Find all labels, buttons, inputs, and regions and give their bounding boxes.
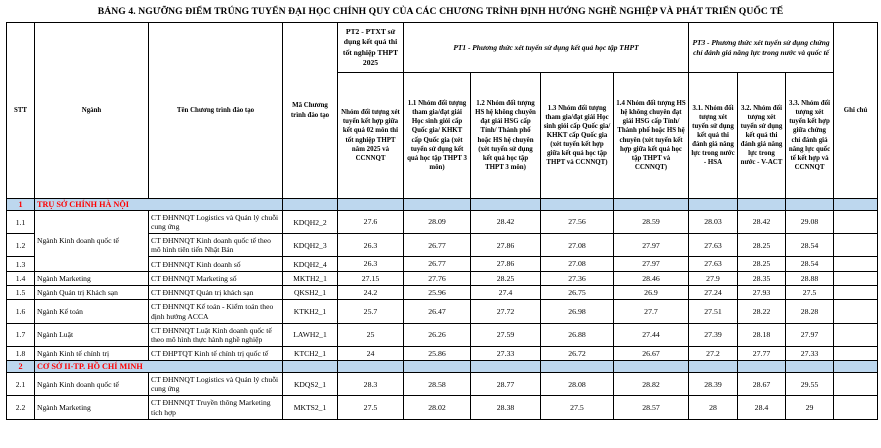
section-empty-cell xyxy=(738,361,786,373)
section-row xyxy=(7,361,878,373)
cell-score: 26.9 xyxy=(614,286,689,300)
cell-score: 28.25 xyxy=(471,271,541,285)
cell-note xyxy=(834,286,878,300)
cell-score: 28.82 xyxy=(614,373,689,396)
cell-score: 27.6 xyxy=(338,211,404,234)
section-number: 1 xyxy=(7,199,35,211)
cell-score: 25.96 xyxy=(404,286,471,300)
cell-program-name: CT ĐHNNQT Logistics và Quản lý chuỗi cung ứng xyxy=(149,373,283,396)
cell-score: 27.9 xyxy=(689,271,738,285)
cell-score: 28.02 xyxy=(404,396,471,419)
data-row xyxy=(7,346,878,360)
sub-header-pt3-3: 3.3. Nhóm đối tượng xét tuyển kết hợp giữa chứng chỉ đánh giá năng lực quốc tế kết hợp và CCNNQT xyxy=(786,73,834,199)
header-row-groups xyxy=(7,23,878,73)
cell-score: 27.08 xyxy=(541,257,614,271)
cell-score: 28 xyxy=(689,396,738,419)
cell-note xyxy=(834,346,878,360)
section-empty-cell xyxy=(404,361,471,373)
table-title: BẢNG 4. NGƯỠNG ĐIỂM TRÚNG TUYỂN ĐẠI HỌC CHÍNH QUY CỦA CÁC CHƯƠNG TRÌNH ĐỊNH HƯỚNG NGHỀ NGHIỆP VÀ PHÁT TRIỂN QUỐC TẾ xyxy=(97,6,784,17)
cell-score: 28.03 xyxy=(689,211,738,234)
section-empty-cell xyxy=(834,361,878,373)
cell-score: 28.42 xyxy=(738,211,786,234)
cell-stt: 1.8 xyxy=(7,346,35,360)
cell-score: 28.46 xyxy=(614,271,689,285)
cell-program-name: CT ĐHPTQT Kinh tế chính trị quốc tế xyxy=(149,346,283,360)
cell-score: 26.26 xyxy=(404,323,471,346)
cell-nganh: Ngành Marketing xyxy=(35,396,149,419)
sub-header-pt1-4: 1.4 Nhóm đối tượng HS hệ không chuyên đạt giải HSG cấp Tỉnh/ Thành phố hoặc HS hệ chuyên (xét tuyển kết hợp giữa kết quả học tập THPT và CCNNQT) xyxy=(614,73,689,199)
sub-header-pt3-2: 3.2. Nhóm đối tượng xét tuyển sử dụng kết quả thi đánh giá năng lực trong nước - V-ACT xyxy=(738,73,786,199)
cell-score: 29.08 xyxy=(786,211,834,234)
cell-score: 27.63 xyxy=(689,257,738,271)
cell-score: 28.35 xyxy=(738,271,786,285)
cell-score: 27.77 xyxy=(738,346,786,360)
cell-score: 27.7 xyxy=(614,300,689,323)
cell-program-name: CT ĐHNNQT Kinh doanh số xyxy=(149,257,283,271)
cell-score: 27.33 xyxy=(471,346,541,360)
cell-nganh: Ngành Marketing xyxy=(35,271,149,285)
section-empty-cell xyxy=(614,361,689,373)
data-row xyxy=(7,286,878,300)
col-header-note: Ghi chú xyxy=(834,23,878,199)
sub-header-pt1-1: 1.1 Nhóm đối tượng tham gia/đạt giải Học sinh giỏi cấp Quốc gia/ KHKT cấp Quốc gia (xét tuyển sử dụng kết quả học tập THPT 3 môn) xyxy=(404,73,471,199)
cell-score: 28.25 xyxy=(738,257,786,271)
cell-score: 27.63 xyxy=(689,234,738,257)
cell-score: 27.08 xyxy=(541,234,614,257)
cell-score: 27.2 xyxy=(689,346,738,360)
cell-nganh: Ngành Kinh tế chính trị xyxy=(35,346,149,360)
cell-score: 24 xyxy=(338,346,404,360)
cell-score: 26.72 xyxy=(541,346,614,360)
cell-score: 28.28 xyxy=(786,300,834,323)
cell-stt: 1.7 xyxy=(7,323,35,346)
cell-score: 27.93 xyxy=(738,286,786,300)
section-row xyxy=(7,199,878,211)
cell-note xyxy=(834,271,878,285)
section-empty-cell xyxy=(614,199,689,211)
cell-score: 28.22 xyxy=(738,300,786,323)
cell-score: 27.72 xyxy=(471,300,541,323)
cell-stt: 2.2 xyxy=(7,396,35,419)
cell-stt: 1.2 xyxy=(7,234,35,257)
cell-score: 28.09 xyxy=(404,211,471,234)
cell-score: 28.54 xyxy=(786,257,834,271)
cell-nganh: Ngành Kế toán xyxy=(35,300,149,323)
cell-score: 27.15 xyxy=(338,271,404,285)
section-empty-cell xyxy=(283,361,338,373)
cell-score: 27.33 xyxy=(786,346,834,360)
sub-header-pt3-1: 3.1. Nhóm đối tượng xét tuyển sử dụng kết quả thi đánh giá năng lực trong nước - HSA xyxy=(689,73,738,199)
cell-score: 26.75 xyxy=(541,286,614,300)
cell-score: 27.51 xyxy=(689,300,738,323)
cell-note xyxy=(834,234,878,257)
cell-score: 26.3 xyxy=(338,234,404,257)
cell-program-code: KTKH2_1 xyxy=(283,300,338,323)
cell-nganh: Ngành Kinh doanh quốc tế xyxy=(35,373,149,396)
data-row xyxy=(7,211,878,234)
cell-score: 26.47 xyxy=(404,300,471,323)
group-header-pt3: PT3 - Phương thức xét tuyển sử dụng chứng chỉ đánh giá năng lực trong nước và quốc tế xyxy=(689,23,834,73)
sub-header-pt1-3: 1.3 Nhóm đối tượng tham gia/đạt giải Học sinh giỏi cấp Quốc gia/ KHKT cấp Quốc gia (xét tuyển kết hợp giữa kết quả học tập THPT và CCNNQT) xyxy=(541,73,614,199)
cell-score: 27.97 xyxy=(786,323,834,346)
group-header-pt1: PT1 - Phương thức xét tuyển sử dụng kết quả học tập THPT xyxy=(404,23,689,73)
col-header-nganh: Ngành xyxy=(35,23,149,199)
col-header-program-name: Tên Chương trình đào tạo xyxy=(149,23,283,199)
cell-score: 27.59 xyxy=(471,323,541,346)
cell-score: 28.58 xyxy=(404,373,471,396)
section-empty-cell xyxy=(786,199,834,211)
section-empty-cell xyxy=(283,199,338,211)
cell-program-code: KDQH2_2 xyxy=(283,211,338,234)
cell-score: 28.67 xyxy=(738,373,786,396)
data-row xyxy=(7,300,878,323)
cell-program-name: CT ĐHNNQT Truyền thông Marketing tích hợp xyxy=(149,396,283,419)
admission-score-table xyxy=(6,22,878,420)
cell-score: 26.67 xyxy=(614,346,689,360)
section-empty-cell xyxy=(541,199,614,211)
section-empty-cell xyxy=(404,199,471,211)
cell-score: 26.88 xyxy=(541,323,614,346)
cell-program-name: CT ĐHNNQT Luật Kinh doanh quốc tế theo mô hình thực hành nghề nghiệp xyxy=(149,323,283,346)
section-empty-cell xyxy=(338,361,404,373)
group-header-pt2: PT2 - PTXT sử dụng kết quả thi tốt nghiệp THPT 2025 xyxy=(338,23,404,73)
cell-score: 25.7 xyxy=(338,300,404,323)
cell-program-code: MKTH2_1 xyxy=(283,271,338,285)
sub-header-pt1-2: 1.2 Nhóm đối tượng HS hệ không chuyên đạt giải HSG cấp Tỉnh/ Thành phố hoặc HS hệ chuyên (xét tuyển sử dụng kết quả học tập THPT 3 môn) xyxy=(471,73,541,199)
cell-score: 28.59 xyxy=(614,211,689,234)
cell-score: 28.4 xyxy=(738,396,786,419)
cell-score: 26.3 xyxy=(338,257,404,271)
cell-score: 27.56 xyxy=(541,211,614,234)
cell-program-code: KTCH2_1 xyxy=(283,346,338,360)
cell-score: 28.3 xyxy=(338,373,404,396)
cell-score: 28.39 xyxy=(689,373,738,396)
cell-score: 28.08 xyxy=(541,373,614,396)
cell-nganh: Ngành Quản trị Khách sạn xyxy=(35,286,149,300)
cell-note xyxy=(834,211,878,234)
cell-score: 26.98 xyxy=(541,300,614,323)
section-empty-cell xyxy=(689,361,738,373)
cell-score: 26.77 xyxy=(404,257,471,271)
cell-program-name: CT ĐHNNQT Kế toán - Kiểm toán theo định hướng ACCA xyxy=(149,300,283,323)
cell-score: 27.5 xyxy=(541,396,614,419)
cell-score: 29 xyxy=(786,396,834,419)
cell-score: 28.54 xyxy=(786,234,834,257)
cell-score: 29.55 xyxy=(786,373,834,396)
cell-note xyxy=(834,323,878,346)
cell-stt: 1.6 xyxy=(7,300,35,323)
cell-score: 27.44 xyxy=(614,323,689,346)
data-row xyxy=(7,373,878,396)
cell-score: 27.86 xyxy=(471,257,541,271)
cell-score: 27.5 xyxy=(338,396,404,419)
cell-program-code: KDQH2_3 xyxy=(283,234,338,257)
section-empty-cell xyxy=(834,199,878,211)
section-empty-cell xyxy=(738,199,786,211)
cell-score: 28.18 xyxy=(738,323,786,346)
cell-program-code: LAWH2_1 xyxy=(283,323,338,346)
cell-program-code: QKSH2_1 xyxy=(283,286,338,300)
cell-score: 25.86 xyxy=(404,346,471,360)
cell-stt: 1.4 xyxy=(7,271,35,285)
cell-score: 28.57 xyxy=(614,396,689,419)
cell-nganh: Ngành Kinh doanh quốc tế xyxy=(35,211,149,272)
cell-stt: 1.1 xyxy=(7,211,35,234)
data-row xyxy=(7,271,878,285)
cell-note xyxy=(834,373,878,396)
cell-score: 27.24 xyxy=(689,286,738,300)
section-empty-cell xyxy=(338,199,404,211)
col-header-program-code: Mã Chương trình đào tạo xyxy=(283,23,338,199)
cell-program-name: CT ĐHNNQT Quản trị khách sạn xyxy=(149,286,283,300)
cell-score: 27.5 xyxy=(786,286,834,300)
section-empty-cell xyxy=(541,361,614,373)
cell-note xyxy=(834,257,878,271)
cell-stt: 1.3 xyxy=(7,257,35,271)
cell-stt: 1.5 xyxy=(7,286,35,300)
cell-program-code: MKTS2_1 xyxy=(283,396,338,419)
cell-score: 25 xyxy=(338,323,404,346)
cell-stt: 2.1 xyxy=(7,373,35,396)
sub-header-pt2-group: Nhóm đối tượng xét tuyển kết hợp giữa kết quả 02 môn thi tốt nghiệp THPT năm 2025 và CCNNQT xyxy=(338,73,404,199)
section-title: CƠ SỞ II-TP. HỒ CHÍ MINH xyxy=(35,361,283,373)
cell-program-name: CT ĐHNNQT Marketing số xyxy=(149,271,283,285)
section-title: TRỤ SỞ CHÍNH HÀ NỘI xyxy=(35,199,283,211)
col-header-stt: STT xyxy=(7,23,35,199)
cell-score: 28.42 xyxy=(471,211,541,234)
cell-program-code: KDQH2_4 xyxy=(283,257,338,271)
cell-program-name: CT ĐHNNQT Kinh doanh quốc tế theo mô hình tiên tiến Nhật Bản xyxy=(149,234,283,257)
cell-score: 27.97 xyxy=(614,234,689,257)
cell-score: 27.36 xyxy=(541,271,614,285)
data-row xyxy=(7,396,878,419)
cell-score: 27.86 xyxy=(471,234,541,257)
cell-score: 26.77 xyxy=(404,234,471,257)
cell-score: 28.25 xyxy=(738,234,786,257)
section-number: 2 xyxy=(7,361,35,373)
cell-score: 27.97 xyxy=(614,257,689,271)
cell-score: 24.2 xyxy=(338,286,404,300)
section-empty-cell xyxy=(689,199,738,211)
cell-score: 28.88 xyxy=(786,271,834,285)
cell-score: 27.76 xyxy=(404,271,471,285)
data-row xyxy=(7,323,878,346)
cell-note xyxy=(834,396,878,419)
cell-score: 28.38 xyxy=(471,396,541,419)
cell-program-code: KDQS2_1 xyxy=(283,373,338,396)
section-empty-cell xyxy=(471,361,541,373)
section-empty-cell xyxy=(471,199,541,211)
section-empty-cell xyxy=(786,361,834,373)
cell-score: 28.77 xyxy=(471,373,541,396)
cell-program-name: CT ĐHNNQT Logistics và Quản lý chuỗi cung ứng xyxy=(149,211,283,234)
cell-score: 27.39 xyxy=(689,323,738,346)
cell-note xyxy=(834,300,878,323)
cell-nganh: Ngành Luật xyxy=(35,323,149,346)
cell-score: 27.4 xyxy=(471,286,541,300)
